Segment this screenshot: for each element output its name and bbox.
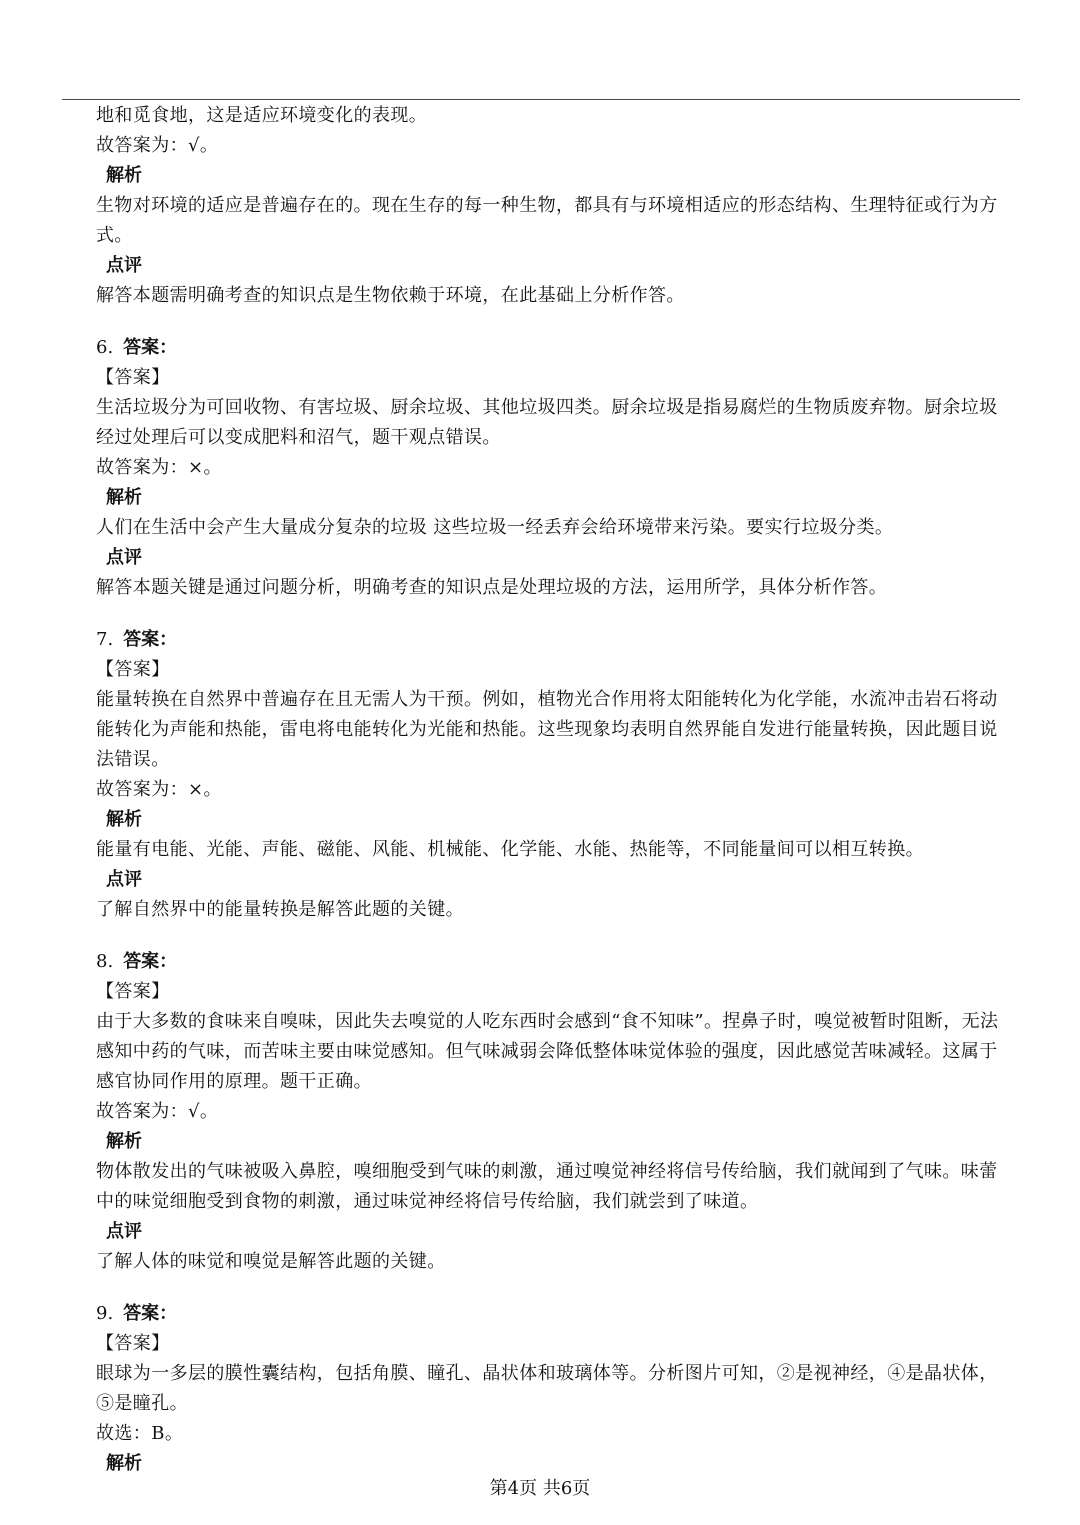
page-footer: 第4页 共6页 — [489, 1478, 591, 1499]
text-line: 解答本题关键是通过问题分析，明确考查的知识点是处理垃圾的方法，运用所学，具体分析作答。 — [96, 577, 888, 598]
text-line: 了解人体的味觉和嗅觉是解答此题的关键。 — [96, 1251, 446, 1272]
text-line: 故答案为：√。 — [96, 135, 219, 156]
question-number: 8. — [96, 951, 114, 972]
text-line: 故答案为：×。 — [96, 779, 222, 800]
text-line: 故答案为：×。 — [96, 457, 222, 478]
section-heading: 点评 — [106, 255, 142, 276]
paragraph — [96, 131, 1030, 161]
question-heading — [96, 333, 1030, 363]
paragraph — [96, 363, 1030, 393]
paragraph — [96, 1007, 1030, 1097]
text-line: 能量转换在自然界中普遍存在且无需人为干预。例如，植物光合作用将太阳能转化为化学能，水流冲击岩石将动 — [96, 689, 998, 710]
text-line: ⑤是瞳孔。 — [96, 1393, 188, 1414]
question-heading — [96, 1299, 1030, 1329]
text-line: 了解自然界中的能量转换是解答此题的关键。 — [96, 899, 464, 920]
answer-label: 答案： — [123, 951, 178, 972]
paragraph — [96, 573, 1030, 603]
section-heading: 点评 — [106, 869, 142, 890]
paragraph — [96, 453, 1030, 483]
section-heading: 解析 — [106, 809, 142, 830]
paragraph — [96, 655, 1030, 685]
paragraph — [96, 1329, 1030, 1359]
section-heading: 解析 — [106, 1131, 142, 1152]
text-line: 生活垃圾分为可回收物、有害垃圾、厨余垃圾、其他垃圾四类。厨余垃圾是指易腐烂的生物质废弃物。厨余垃圾 — [96, 397, 998, 418]
question-number: 7. — [96, 629, 114, 650]
question-heading — [96, 947, 1030, 977]
text-line: 【答案】 — [96, 1333, 170, 1354]
text-line: 地和觅食地，这是适应环境变化的表现。 — [96, 105, 428, 126]
text-line: 中的味觉细胞受到食物的刺激，通过味觉神经将信号传给脑，我们就尝到了味道。 — [96, 1191, 759, 1212]
paragraph — [96, 1097, 1030, 1127]
text-line: 生物对环境的适应是普遍存在的。现在生存的每一种生物，都具有与环境相适应的形态结构、生理特征或行为方 — [96, 195, 998, 216]
section-heading: 解析 — [106, 1453, 142, 1474]
paragraph — [96, 775, 1030, 805]
paragraph — [96, 977, 1030, 1007]
paragraph — [96, 1359, 1030, 1419]
text-line: 式。 — [96, 225, 133, 246]
text-line: 法错误。 — [96, 749, 170, 770]
text-line: 经过处理后可以变成肥料和沼气，题干观点错误。 — [96, 427, 501, 448]
header-rule — [62, 99, 1020, 100]
paragraph — [96, 835, 1030, 865]
paragraph — [96, 393, 1030, 453]
paragraph — [96, 685, 1030, 775]
paragraph — [96, 1419, 1030, 1449]
text-line: 能量有电能、光能、声能、磁能、风能、机械能、化学能、水能、热能等，不同能量间可以相互转换。 — [96, 839, 924, 860]
paragraph — [96, 281, 1030, 311]
document-body — [96, 101, 1030, 1479]
section-heading: 点评 — [106, 547, 142, 568]
section-heading: 解析 — [106, 165, 142, 186]
section-heading: 解析 — [106, 487, 142, 508]
text-line: 由于大多数的食味来自嗅味，因此失去嗅觉的人吃东西时会感到“食不知味”。捏鼻子时，嗅觉被暂时阻断，无法 — [96, 1011, 999, 1032]
text-line: 眼球为一多层的膜性囊结构，包括角膜、瞳孔、晶状体和玻璃体等。分析图片可知，②是视神经，④是晶状体， — [96, 1363, 998, 1384]
paragraph — [96, 101, 1030, 131]
question-number: 9. — [96, 1303, 114, 1324]
text-line: 故选：B。 — [96, 1423, 184, 1444]
text-line: 人们在生活中会产生大量成分复杂的垃圾 这些垃圾一经丢弃会给环境带来污染。要实行垃圾分类。 — [96, 517, 894, 538]
text-line: 【答案】 — [96, 659, 170, 680]
answer-label: 答案： — [123, 1303, 178, 1324]
text-line: 【答案】 — [96, 981, 170, 1002]
paragraph — [96, 895, 1030, 925]
question-heading — [96, 625, 1030, 655]
text-line: 能转化为声能和热能，雷电将电能转化为光能和热能。这些现象均表明自然界能自发进行能量转换，因此题目说 — [96, 719, 998, 740]
text-line: 感官协同作用的原理。题干正确。 — [96, 1071, 372, 1092]
text-line: 解答本题需明确考查的知识点是生物依赖于环境，在此基础上分析作答。 — [96, 285, 685, 306]
paragraph — [96, 513, 1030, 543]
text-line: 故答案为：√。 — [96, 1101, 219, 1122]
answer-label: 答案： — [123, 629, 178, 650]
text-line: 感知中药的气味，而苦味主要由味觉感知。但气味减弱会降低整体味觉体验的强度，因此感觉苦味减轻。这属于 — [96, 1041, 998, 1062]
answer-label: 答案： — [123, 337, 178, 358]
section-heading: 点评 — [106, 1221, 142, 1242]
text-line: 【答案】 — [96, 367, 170, 388]
paragraph — [96, 1247, 1030, 1277]
paragraph — [96, 191, 1030, 251]
question-number: 6. — [96, 337, 114, 358]
paragraph — [96, 1157, 1030, 1217]
text-line: 物体散发出的气味被吸入鼻腔，嗅细胞受到气味的刺激，通过嗅觉神经将信号传给脑，我们就闻到了气味。味蕾 — [96, 1161, 998, 1182]
